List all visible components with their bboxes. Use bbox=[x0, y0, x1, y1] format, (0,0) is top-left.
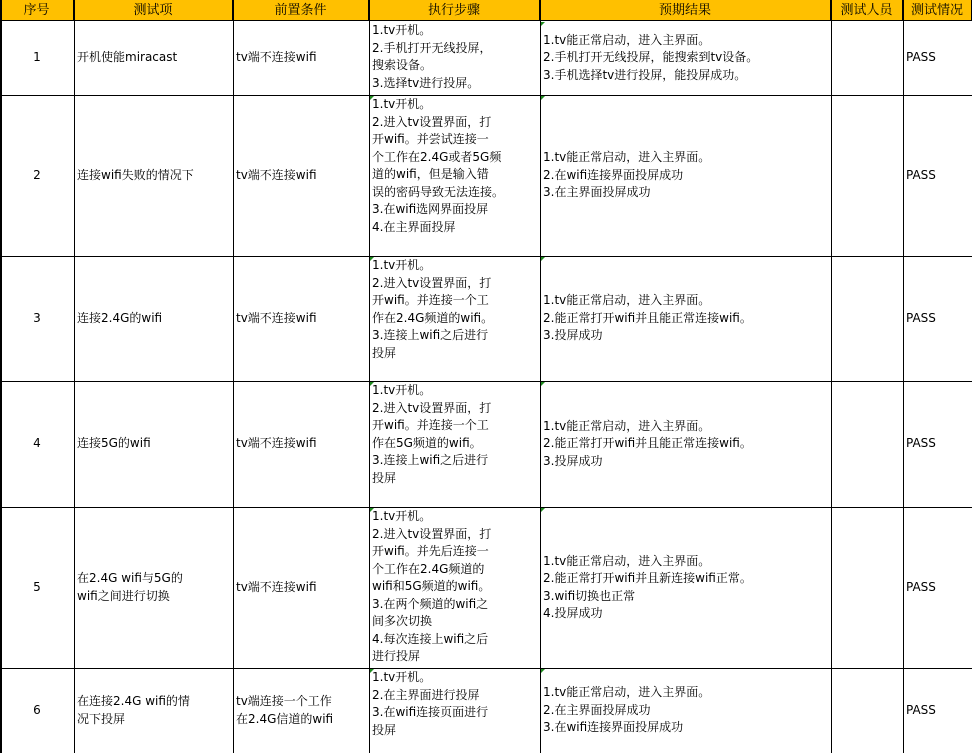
cell-steps-line: 间多次切换 bbox=[372, 614, 433, 628]
cell-expected-line: 3.投屏成功 bbox=[543, 328, 603, 343]
cell-steps-line: 道的wifi，但是输入错 bbox=[372, 167, 489, 181]
grid-row-divider bbox=[0, 20, 972, 21]
cell-steps-line: 1.tv开机。 bbox=[372, 670, 432, 684]
cell-tester bbox=[834, 435, 902, 453]
comment-marker-icon bbox=[541, 669, 545, 673]
cell-precondition bbox=[236, 435, 368, 453]
cell-item bbox=[77, 693, 232, 728]
cell-steps-line: 3.在wifi选网界面投屏 bbox=[372, 202, 489, 216]
cell-item-line: 连接wifi失败的情况下 bbox=[77, 167, 194, 182]
cell-steps-line: 2.进入tv设置界面，打 bbox=[372, 114, 492, 129]
cell-no: 5 bbox=[33, 579, 41, 594]
cell-item bbox=[77, 435, 232, 453]
cell-expected-line: 2.能正常打开wifi并且新连接wifi正常。 bbox=[543, 571, 752, 585]
cell-expected-line: 3.wifi切换也正常 bbox=[543, 588, 636, 603]
cell-item-line: 在连接2.4G wifi的情 bbox=[77, 694, 190, 708]
cell-expected bbox=[543, 149, 830, 202]
comment-marker-icon bbox=[541, 382, 545, 386]
cell-expected-line: 3.在主界面投屏成功 bbox=[543, 185, 651, 200]
cell-expected bbox=[543, 292, 830, 345]
cell-steps-line: 投屏 bbox=[372, 345, 397, 360]
cell-tester bbox=[834, 49, 902, 67]
cell-tester bbox=[834, 167, 902, 185]
cell-expected-line: 1.tv能正常启动，进入主界面。 bbox=[543, 418, 711, 433]
cell-steps bbox=[372, 508, 539, 666]
grid-row-divider bbox=[0, 381, 972, 382]
cell-item-line: wifi之间进行切换 bbox=[77, 588, 170, 603]
cell-expected-line: 1.tv能正常启动，进入主界面。 bbox=[543, 293, 711, 308]
cell-steps-line: 2.进入tv设置界面，打 bbox=[372, 275, 492, 290]
header-col-no: 序号 bbox=[0, 0, 74, 21]
cell-steps-line: 投屏 bbox=[372, 470, 397, 485]
cell-pre-line: tv端不连接wifi bbox=[236, 50, 317, 65]
cell-steps-line: 3.在两个频道的wifi之 bbox=[372, 596, 489, 611]
cell-steps-line: 3.在wifi连接页面进行 bbox=[372, 705, 489, 719]
comment-marker-icon bbox=[541, 508, 545, 512]
comment-marker-icon bbox=[370, 96, 374, 100]
cell-expected-line: 2.在wifi连接界面投屏成功 bbox=[543, 167, 684, 182]
cell-steps-line: 误的密码导致无法连接。 bbox=[372, 184, 505, 199]
cell-no: 1 bbox=[33, 50, 41, 65]
cell-result: PASS bbox=[906, 702, 936, 717]
cell-steps-line: 开wifi。并连接一个工 bbox=[372, 418, 489, 432]
grid-row-divider bbox=[0, 507, 972, 508]
cell-expected-line: 3.在wifi连接界面投屏成功 bbox=[543, 720, 684, 735]
grid-column-divider bbox=[831, 0, 832, 753]
cell-steps-line: 1.tv开机。 bbox=[372, 23, 432, 37]
cell-precondition bbox=[236, 49, 368, 67]
cell-no: 4 bbox=[33, 436, 41, 451]
cell-precondition bbox=[236, 579, 368, 597]
cell-pre-line: tv端不连接wifi bbox=[236, 167, 317, 182]
cell-expected-line: 1.tv能正常启动，进入主界面。 bbox=[543, 553, 711, 568]
cell-expected-line: 2.能正常打开wifi并且能正常连接wifi。 bbox=[543, 436, 752, 451]
cell-steps bbox=[372, 257, 539, 362]
cell-item bbox=[77, 310, 232, 328]
cell-steps-line: 2.手机打开无线投屏， bbox=[372, 40, 492, 55]
cell-item-line: 在2.4G wifi与5G的 bbox=[77, 571, 183, 585]
cell-steps-line: 个工作在2.4G或者5G频 bbox=[372, 149, 502, 164]
table-header-row bbox=[0, 0, 972, 21]
cell-expected-line: 2.手机打开无线投屏，能搜索到tv设备。 bbox=[543, 50, 759, 65]
cell-steps bbox=[372, 96, 539, 236]
cell-steps-line: 2.进入tv设置界面，打 bbox=[372, 526, 492, 541]
cell-no: 2 bbox=[33, 167, 41, 182]
cell-steps bbox=[372, 669, 539, 739]
cell-expected bbox=[543, 418, 830, 471]
cell-pre-line: tv端不连接wifi bbox=[236, 310, 317, 325]
header-col-item: 测试项 bbox=[74, 0, 233, 21]
header-col-precondition: 前置条件 bbox=[233, 0, 369, 21]
cell-tester bbox=[834, 310, 902, 328]
cell-expected-line: 3.投屏成功 bbox=[543, 453, 603, 468]
header-col-expected: 预期结果 bbox=[540, 0, 831, 21]
cell-steps bbox=[372, 382, 539, 487]
cell-item-line: 况下投屏 bbox=[77, 711, 126, 726]
cell-item-line: 开机使能miracast bbox=[77, 50, 178, 65]
cell-pre-line: 在2.4G信道的wifi bbox=[236, 711, 334, 726]
cell-no: 3 bbox=[33, 310, 41, 325]
grid-column-divider bbox=[74, 0, 75, 753]
cell-item-line: 连接5G的wifi bbox=[77, 436, 151, 451]
header-col-result: 测试情况 bbox=[903, 0, 972, 21]
cell-precondition bbox=[236, 167, 368, 185]
cell-pre-line: tv端不连接wifi bbox=[236, 579, 317, 594]
grid-column-divider bbox=[540, 0, 541, 753]
cell-steps-line: wifi和5G频道的wifi。 bbox=[372, 579, 491, 593]
cell-item bbox=[77, 570, 232, 605]
cell-steps bbox=[372, 22, 539, 92]
cell-precondition bbox=[236, 310, 368, 328]
cell-steps-line: 搜索设备。 bbox=[372, 58, 433, 72]
cell-steps-line: 3.选择tv进行投屏。 bbox=[372, 75, 480, 90]
cell-item bbox=[77, 49, 232, 67]
cell-expected-line: 3.手机选择tv进行投屏，能投屏成功。 bbox=[543, 67, 747, 82]
cell-steps-line: 4.每次连接上wifi之后 bbox=[372, 631, 489, 646]
header-col-steps: 执行步骤 bbox=[369, 0, 540, 21]
comment-marker-icon bbox=[541, 257, 545, 261]
cell-expected-line: 2.能正常打开wifi并且能正常连接wifi。 bbox=[543, 310, 752, 325]
cell-expected-line: 1.tv能正常启动，进入主界面。 bbox=[543, 685, 711, 700]
cell-steps-line: 1.tv开机。 bbox=[372, 97, 432, 111]
cell-tester bbox=[834, 579, 902, 597]
cell-expected bbox=[543, 553, 830, 623]
grid-column-divider bbox=[903, 0, 904, 753]
cell-expected-line: 4.投屏成功 bbox=[543, 606, 603, 620]
cell-steps-line: 3.连接上wifi之后进行 bbox=[372, 328, 489, 342]
cell-precondition bbox=[236, 693, 368, 728]
cell-expected-line: 1.tv能正常启动，进入主界面。 bbox=[543, 32, 711, 47]
cell-steps-line: 开wifi。并连接一个工 bbox=[372, 293, 489, 307]
cell-steps-line: 作在5G频道的wifi。 bbox=[372, 435, 482, 450]
cell-steps-line: 个工作在2.4G频道的 bbox=[372, 561, 485, 576]
cell-tester bbox=[834, 702, 902, 720]
cell-result: PASS bbox=[906, 310, 936, 325]
comment-marker-icon bbox=[541, 22, 545, 26]
cell-expected bbox=[543, 32, 830, 85]
cell-pre-line: tv端连接一个工作 bbox=[236, 694, 332, 708]
cell-item bbox=[77, 167, 232, 185]
cell-result: PASS bbox=[906, 579, 936, 594]
cell-pre-line: tv端不连接wifi bbox=[236, 436, 317, 451]
cell-steps-line: 3.连接上wifi之后进行 bbox=[372, 453, 489, 467]
comment-marker-icon bbox=[370, 669, 374, 673]
grid-row-divider bbox=[0, 95, 972, 96]
cell-expected-line: 2.在主界面投屏成功 bbox=[543, 702, 651, 717]
comment-marker-icon bbox=[370, 257, 374, 261]
grid-row-divider bbox=[0, 668, 972, 669]
cell-steps-line: 1.tv开机。 bbox=[372, 258, 432, 272]
cell-result: PASS bbox=[906, 436, 936, 451]
cell-steps-line: 进行投屏 bbox=[372, 649, 421, 663]
cell-steps-line: 1.tv开机。 bbox=[372, 383, 432, 397]
cell-expected-line: 1.tv能正常启动，进入主界面。 bbox=[543, 150, 711, 165]
grid-column-divider bbox=[233, 0, 234, 753]
cell-steps-line: 2.在主界面进行投屏 bbox=[372, 687, 480, 702]
header-col-tester: 测试人员 bbox=[831, 0, 903, 21]
cell-no: 6 bbox=[33, 702, 41, 717]
grid-column-divider bbox=[369, 0, 370, 753]
cell-steps-line: 开wifi。并尝试连接一 bbox=[372, 132, 489, 146]
cell-result: PASS bbox=[906, 50, 936, 65]
grid-row-divider bbox=[0, 256, 972, 257]
cell-result: PASS bbox=[906, 167, 936, 182]
cell-item-line: 连接2.4G的wifi bbox=[77, 310, 163, 325]
cell-steps-line: 作在2.4G频道的wifi。 bbox=[372, 310, 494, 325]
grid-left-border bbox=[0, 0, 2, 753]
cell-steps-line: 4.在主界面投屏 bbox=[372, 219, 456, 234]
cell-steps-line: 开wifi。并先后连接一 bbox=[372, 544, 489, 558]
comment-marker-icon bbox=[370, 508, 374, 512]
cell-steps-line: 2.进入tv设置界面，打 bbox=[372, 400, 492, 415]
comment-marker-icon bbox=[370, 382, 374, 386]
cell-steps-line: 1.tv开机。 bbox=[372, 509, 432, 523]
comment-marker-icon bbox=[541, 96, 545, 100]
cell-steps-line: 投屏 bbox=[372, 722, 397, 737]
cell-expected bbox=[543, 684, 830, 737]
